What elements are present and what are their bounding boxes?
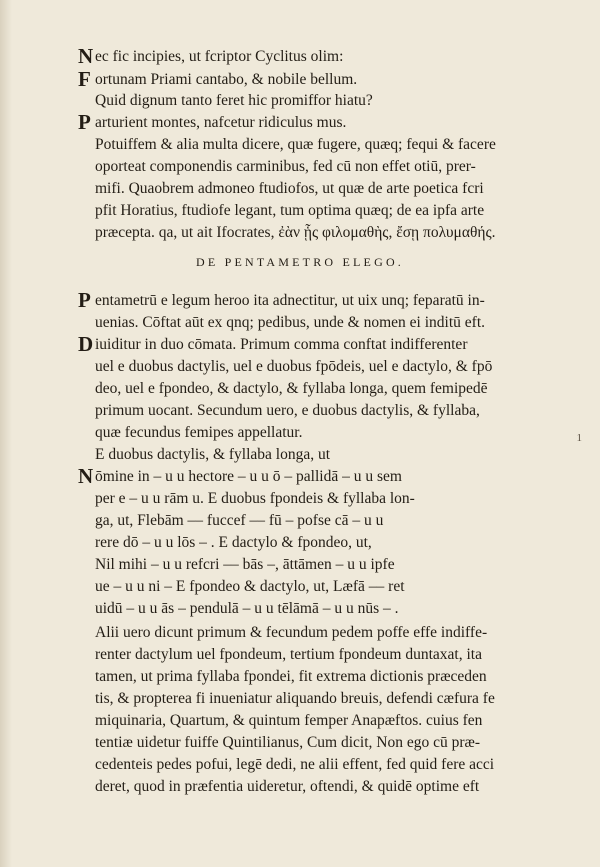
- line-text: primum uocant. Secundum uero, e duobus dactylis, & fyllaba,: [95, 402, 480, 419]
- line-text: rere dō – u u lōs – . E dactylo & fpondeo, ut,: [95, 534, 372, 551]
- line-text: Nil mihi – u u refcri –– bās –, āttāmen – u u ipfe: [95, 556, 395, 573]
- line-text: mifi. Quaobrem admoneo ftudiofos, ut quæ de arte poetica fcri: [95, 180, 484, 197]
- line-text: tis, & propterea fi inueniatur aliquando breuis, defendi cæfura fe: [95, 690, 495, 707]
- line-text: oporteat componendis carminibus, fed cū non effet otiū, prer-: [95, 158, 476, 175]
- line-text: Quid dignum tanto feret hic promiffor hiatu?: [95, 92, 373, 109]
- line-text: quæ fecundus femipes appellatur.: [95, 424, 303, 441]
- line-text: tamen, ut prima fyllaba fpondei, fit extrema dictionis præceden: [95, 668, 487, 685]
- line-text: præcepta. qa, ut ait Ifocrates, ἐὰν ᾗς φιλομαθὴς, ἔσῃ πολυμαθής.: [95, 224, 496, 241]
- line-text: Alii uero dicunt primum & fecundum pedem poffe effe indiffe-: [95, 624, 488, 641]
- initial-capital: F: [78, 67, 91, 91]
- line-text: tentiæ uidetur fuiffe Quintilianus, Cum dicit, Non ego cū præ-: [95, 734, 481, 751]
- line-text: arturient montes, nafcetur ridiculus mus.: [95, 114, 347, 131]
- initial-capital: N: [78, 44, 94, 68]
- line-text: deret, quod in præfentia uideretur, oftendi, & quidē optime eft: [95, 778, 480, 795]
- line-text: deo, uel e fpondeo, & dactylo, & fyllaba longa, quem femipedē: [95, 380, 488, 397]
- line-text: ortunam Priami cantabo, & nobile bellum.: [95, 71, 358, 88]
- line-text: pfit Horatius, ftudiofe legant, tum optima quæq; de ea ipfa arte: [95, 202, 485, 219]
- line-text: ōmine in – u u hectore – u u ō – pallidā – u u sem: [95, 468, 402, 485]
- line-text: cedenteis pedes pofui, legē dedi, ne alii effent, fed quid fere acci: [95, 756, 495, 773]
- line-text: ga, ut, Flebām –– fuccef –– fū – pofse cā – u u: [95, 512, 384, 529]
- line-text: entametrū e legum heroo ita adnectitur, ut uix unq; feparatū in-: [95, 292, 485, 309]
- line-text: iuiditur in duo cōmata. Primum comma conftat indifferenter: [95, 336, 468, 353]
- initial-capital: N: [78, 464, 94, 488]
- line-text: ec fic incipies, ut fcriptor Cyclitus olim:: [95, 48, 344, 65]
- line-text: uel e duobus dactylis, uel e duobus fpōdeis, uel e dactylo, & fpō: [95, 358, 493, 375]
- section-heading: DE PENTAMETRO ELEGO.: [195, 255, 405, 269]
- line-text: per e – u u rām u. E duobus fpondeis & fyllaba lon-: [95, 490, 415, 507]
- line-text: Potuiffem & alia multa dicere, quæ fugere, quæq; fequi & facere: [95, 136, 496, 153]
- line-text: uidū – u u ās – pendulā – u u tēlāmā – u u nūs – .: [95, 600, 399, 617]
- line-text: miquinaria, Quartum, & quintum femper Anapæftos. cuius fen: [95, 712, 483, 729]
- initial-capital: P: [78, 110, 91, 134]
- initial-capital: P: [78, 288, 91, 312]
- line-text: E duobus dactylis, & fyllaba longa, ut: [95, 446, 331, 463]
- line-text: ue – u u ni – E fpondeo & dactylo, ut, Læfā –– ret: [95, 578, 405, 595]
- page-edge-shadow: [0, 0, 12, 867]
- initial-capital: D: [78, 332, 94, 356]
- line-text: uenias. Cōftat aūt ex qnq; pedibus, unde & nomen ei inditū eft.: [95, 314, 486, 331]
- margin-mark: 1: [576, 432, 582, 444]
- line-text: renter dactylum uel fpondeum, tertium fpondeum duntaxat, ita: [95, 646, 482, 663]
